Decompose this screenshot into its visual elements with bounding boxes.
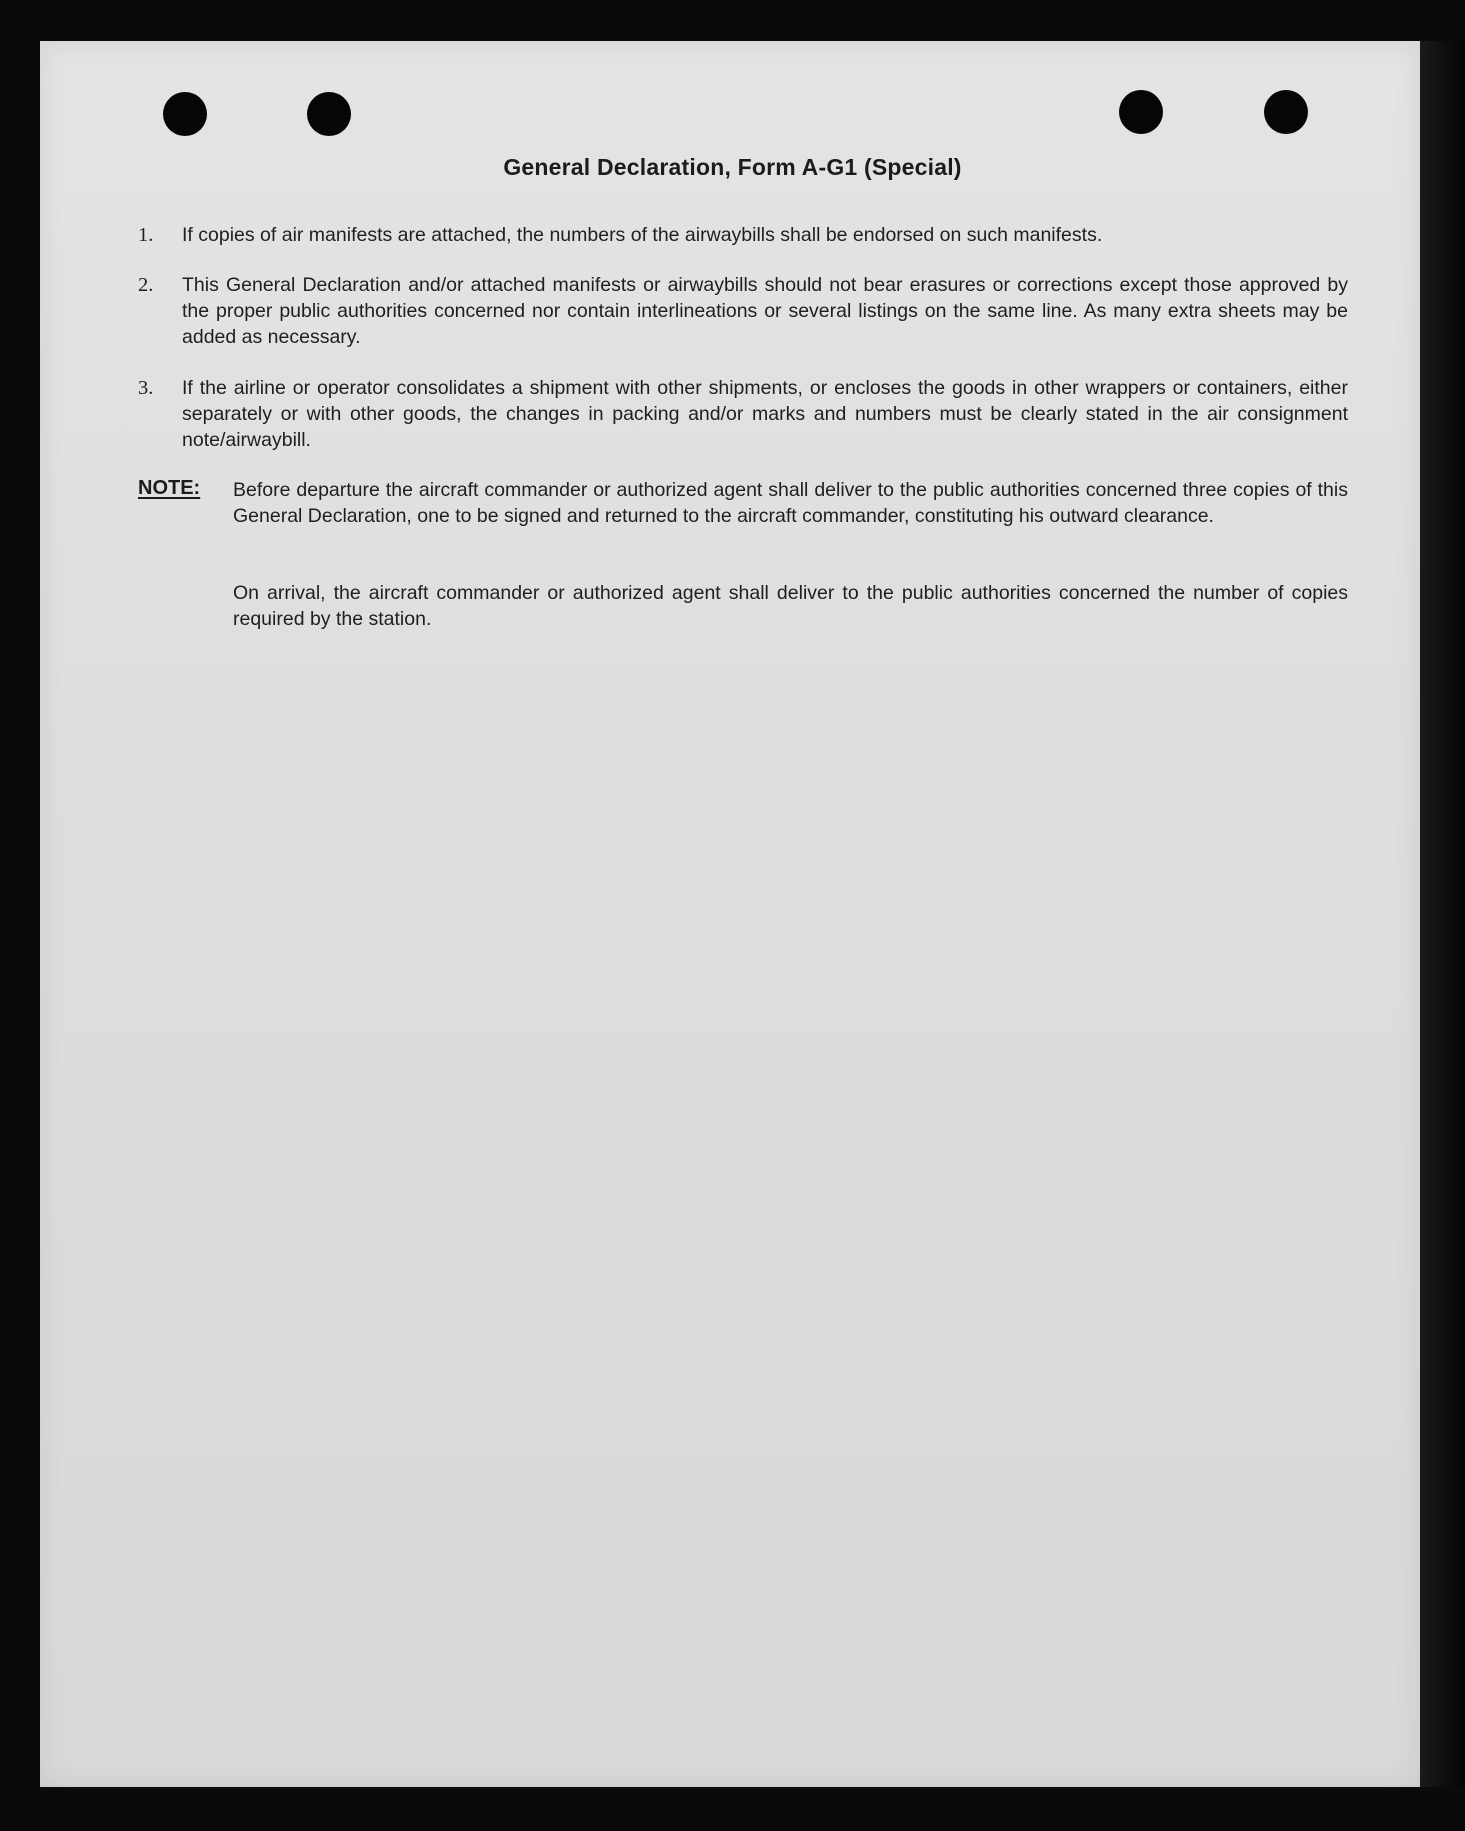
item-text: If the airline or operator consolidates a shipment with other shipments, or encloses the goods in other wrappers or containers, either separately or with other goods, the changes in packing and/or marks and numbers must be clearly stated in the air consignment note/airwaybill. — [182, 377, 1348, 451]
item-number: 2. — [138, 274, 154, 296]
item-number: 3. — [138, 377, 154, 399]
punch-hole-icon — [163, 92, 207, 136]
punch-hole-icon — [1119, 90, 1163, 134]
punch-hole-icon — [307, 92, 351, 136]
note-paragraph-2: On arrival, the aircraft commander or authorized agent shall deliver to the public authorities concerned the number of copies required by the station. — [233, 582, 1348, 630]
item-number: 1. — [138, 224, 154, 246]
scan-edge-shadow — [1420, 41, 1465, 1787]
item-text: If copies of air manifests are attached, the numbers of the airwaybills shall be endorsed on such manifests. — [182, 224, 1103, 246]
punch-hole-icon — [1264, 90, 1308, 134]
note-label: NOTE: — [138, 477, 201, 499]
note-paragraph-1: Before departure the aircraft commander or authorized agent shall deliver to the public authorities concerned three copies of this General Declaration, one to be signed and returned to the aircraft commander, constituting his outward clearance. — [233, 479, 1348, 527]
document-title: General Declaration, Form A-G1 (Special) — [503, 154, 962, 180]
item-text: This General Declaration and/or attached manifests or airwaybills should not bear erasures or corrections except those approved by the proper public authorities concerned nor contain interlineations or several listings on the same line. As many extra sheets may be added as necessary. — [182, 274, 1348, 348]
